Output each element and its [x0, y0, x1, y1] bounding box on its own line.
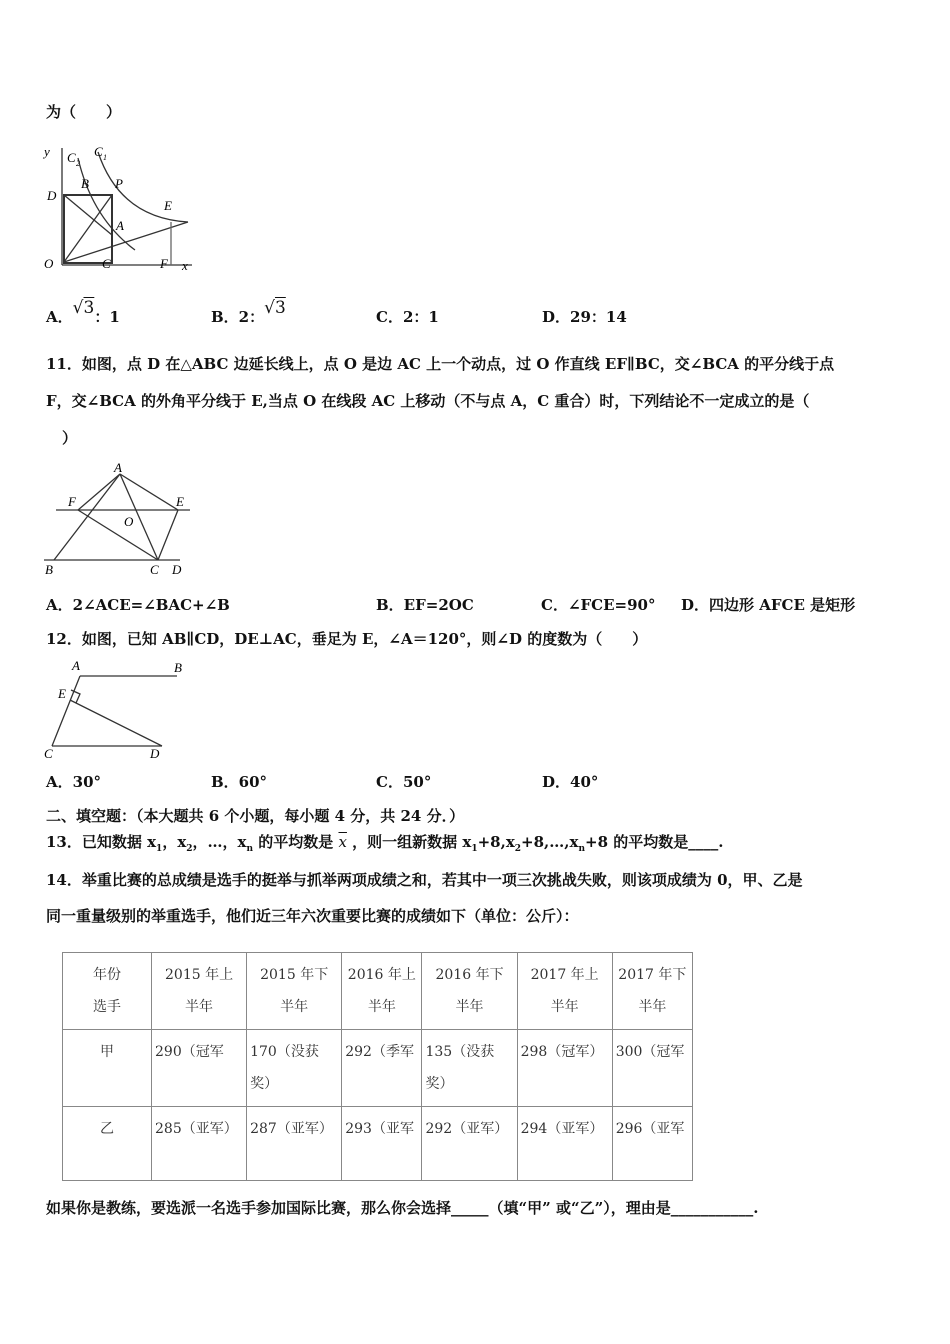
cell-l1: 170（没获: [250, 1044, 319, 1060]
q11-figure: [40, 460, 200, 580]
q10-label-a: A: [116, 218, 124, 233]
cell-l2: 奖）: [250, 1076, 279, 1092]
q11-option-c[interactable]: C．∠FCE=90°: [541, 596, 656, 614]
q12-label-a: A: [72, 658, 80, 673]
table-cell: [247, 1030, 342, 1107]
table-cell: [612, 1030, 692, 1107]
header-l1: 2015 年下: [260, 967, 329, 983]
q10-option-d[interactable]: D．29：14: [542, 308, 627, 326]
q13-sub1b: 1: [471, 844, 478, 854]
q13-part7: +8,…,x: [521, 833, 579, 851]
q11-label-o: O: [124, 514, 134, 529]
q11-line2: F，交∠BCA 的外角平分线于 E,当点 O 在线段 AC 上移动（不与点 A，C 重合）时，下列结论不一定成立的是（: [46, 392, 810, 410]
q13-part6: +8,x: [477, 833, 515, 851]
q11-line3: ）: [62, 429, 78, 447]
q11-label-f: F: [68, 494, 76, 509]
q10-label-y: y: [44, 144, 50, 159]
table-cell: 292（亚军）: [422, 1107, 517, 1181]
q11-option-a[interactable]: A．2∠ACE=∠BAC+∠B: [46, 596, 230, 614]
q13-sub2: 2: [186, 844, 193, 854]
q10-stem-tail: 为（ ）: [46, 103, 122, 121]
q10-label-b: B: [81, 176, 89, 191]
header-l2: 半年: [367, 999, 396, 1015]
q11-side-ab: [54, 474, 120, 560]
row-name-cell: 甲: [63, 1030, 152, 1107]
q12-option-c[interactable]: C．50°: [376, 773, 432, 791]
q10-label-p: P: [115, 176, 123, 191]
table-cell: [517, 1030, 612, 1107]
cell-l1: 298（冠军）: [520, 1044, 604, 1060]
q10-option-b-prefix: B．2：: [211, 308, 265, 326]
corner-top: 年份: [93, 967, 121, 983]
q14-closing: 如果你是教练，要选派一名选手参加国际比赛，那么你会选择_____（填“甲” 或“乙”），理由是___________.: [46, 1199, 759, 1217]
q10-option-a-suffix: ：1: [94, 308, 120, 326]
q10-label-c2-sub: 2: [76, 159, 80, 168]
q10-figure: [40, 140, 200, 275]
table-header-cell: [342, 953, 422, 1030]
header-l1: 2016 年下: [435, 967, 504, 983]
q10-label-e: E: [164, 198, 172, 213]
q14-line1: 14．举重比赛的总成绩是选手的挺举与抓举两项成绩之和，若其中一项三次挑战失败，则该项成绩为 0，甲、乙是: [46, 871, 803, 889]
q11-segment-ec: [158, 510, 178, 560]
header-l1: 2017 年上: [530, 967, 599, 983]
q10-option-b-radicand: 3: [274, 298, 286, 318]
table-header-row: [63, 953, 693, 1030]
cell-l2: 奖）: [425, 1076, 454, 1092]
table-header-cell: [247, 953, 342, 1030]
q10-label-f: F: [160, 256, 168, 271]
table-header-cell: [152, 953, 247, 1030]
q12-line-ac: [52, 676, 80, 746]
header-l2: 半年: [550, 999, 579, 1015]
table-cell: 287（亚军）: [247, 1107, 342, 1181]
table-cell: 285（亚军）: [152, 1107, 247, 1181]
q10-option-a-radical: √3: [72, 298, 95, 318]
q11-label-d: D: [172, 562, 182, 577]
q11-segment-fc: [78, 510, 158, 560]
q11-label-a: A: [114, 460, 122, 475]
cell-l1: 135（没获: [425, 1044, 495, 1060]
q13-part4: 的平均数是: [253, 833, 339, 851]
header-l2: 半年: [185, 999, 214, 1015]
header-l1: 2016 年上: [347, 967, 416, 983]
table-cell: 293（亚军: [342, 1107, 422, 1181]
table-row: [63, 1030, 693, 1107]
q12-line1: 12．如图，已知 AB∥CD，DE⊥AC，垂足为 E，∠A＝120°，则∠D 的度数为（ ）: [46, 630, 648, 648]
q13-subn: n: [246, 844, 254, 854]
header-l1: 2017 年下: [618, 967, 687, 983]
q14-results-table: [62, 952, 693, 1181]
q13-sub2b: 2: [514, 844, 522, 854]
q11-label-e: E: [176, 494, 184, 509]
header-l2: 半年: [638, 999, 667, 1015]
q10-label-x: x: [182, 258, 188, 273]
table-cell: 294（亚军）: [517, 1107, 612, 1181]
table-cell: 296（亚军: [612, 1107, 692, 1181]
q12-line-de: [70, 700, 162, 746]
q13-part1: 13．已知数据 x: [46, 833, 157, 851]
q12-option-a[interactable]: A．30°: [46, 773, 102, 791]
table-cell: [152, 1030, 247, 1107]
q10-option-b-radical: √3: [264, 298, 286, 318]
table-row: [63, 1107, 693, 1181]
table-header-cell: [612, 953, 692, 1030]
q10-label-o: O: [44, 256, 54, 271]
corner-bottom: 选手: [93, 999, 121, 1015]
q10-option-c[interactable]: C．2：1: [376, 308, 439, 326]
q10-label-c1: C: [94, 144, 103, 159]
header-l2: 半年: [280, 999, 309, 1015]
cell-l1: 300（冠军: [615, 1044, 685, 1060]
q14-line2: 同一重量级别的举重选手，他们近三年六次重要比赛的成绩如下（单位：公斤）：: [46, 907, 579, 925]
q13-part8: +8 的平均数是____.: [585, 833, 724, 851]
q11-segment-ae: [120, 474, 178, 510]
q11-option-d[interactable]: D．四边形 AFCE 是矩形: [681, 596, 856, 614]
q12-label-d: D: [150, 746, 160, 761]
q12-figure: [40, 656, 200, 766]
table-cell: [342, 1030, 422, 1107]
q10-option-a[interactable]: [46, 298, 120, 327]
q13-sub1: 1: [156, 844, 163, 854]
table-header-cell: [517, 953, 612, 1030]
q12-label-e: E: [58, 686, 66, 701]
q10-line-oe: [64, 222, 188, 262]
q11-line1: 11．如图，点 D 在△ABC 边延长线上，点 O 是边 AC 上一个动点，过 O 作直线 EF∥BC，交∠BCA 的平分线于点: [46, 355, 835, 373]
cell-l1: 292（季军: [345, 1044, 414, 1060]
q13-part5: ，则一组新数据 x: [346, 833, 472, 851]
q12-label-b: B: [174, 660, 182, 675]
q12-option-b[interactable]: B．60°: [211, 773, 268, 791]
q11-label-b: B: [45, 562, 53, 577]
q13-xbar: $\overline{x}$: [338, 833, 347, 851]
q13-part2: ，x: [162, 833, 187, 851]
q10-option-b[interactable]: [211, 298, 286, 327]
header-l2: 半年: [455, 999, 484, 1015]
q11-option-b[interactable]: B．EF=2OC: [376, 596, 474, 614]
q13-text: [46, 832, 723, 859]
table-cell: [422, 1030, 517, 1107]
q10-option-a-prefix: A．: [46, 308, 73, 326]
section-2-heading: 二、填空题：（本大题共 6 个小题，每小题 4 分，共 24 分．）: [46, 807, 465, 825]
q11-label-c: C: [150, 562, 159, 577]
q13-subnb: n: [578, 844, 585, 854]
q12-option-d[interactable]: D．40°: [542, 773, 599, 791]
header-l1: 2015 年上: [165, 967, 234, 983]
table-corner-cell: [63, 953, 152, 1030]
q13-part3: ，…，x: [192, 833, 247, 851]
q10-label-c2: C: [67, 150, 76, 165]
q10-label-c: C: [102, 256, 111, 271]
row-name-cell: 乙: [63, 1107, 152, 1181]
q12-label-c: C: [44, 746, 53, 761]
cell-l1: 290（冠军: [155, 1044, 224, 1060]
table-header-cell: [422, 953, 517, 1030]
q10-label-d: D: [47, 188, 57, 203]
q10-label-c1-sub: 1: [103, 153, 107, 162]
q10-option-a-radicand: 3: [83, 298, 95, 318]
q11-segment-af: [78, 474, 120, 510]
